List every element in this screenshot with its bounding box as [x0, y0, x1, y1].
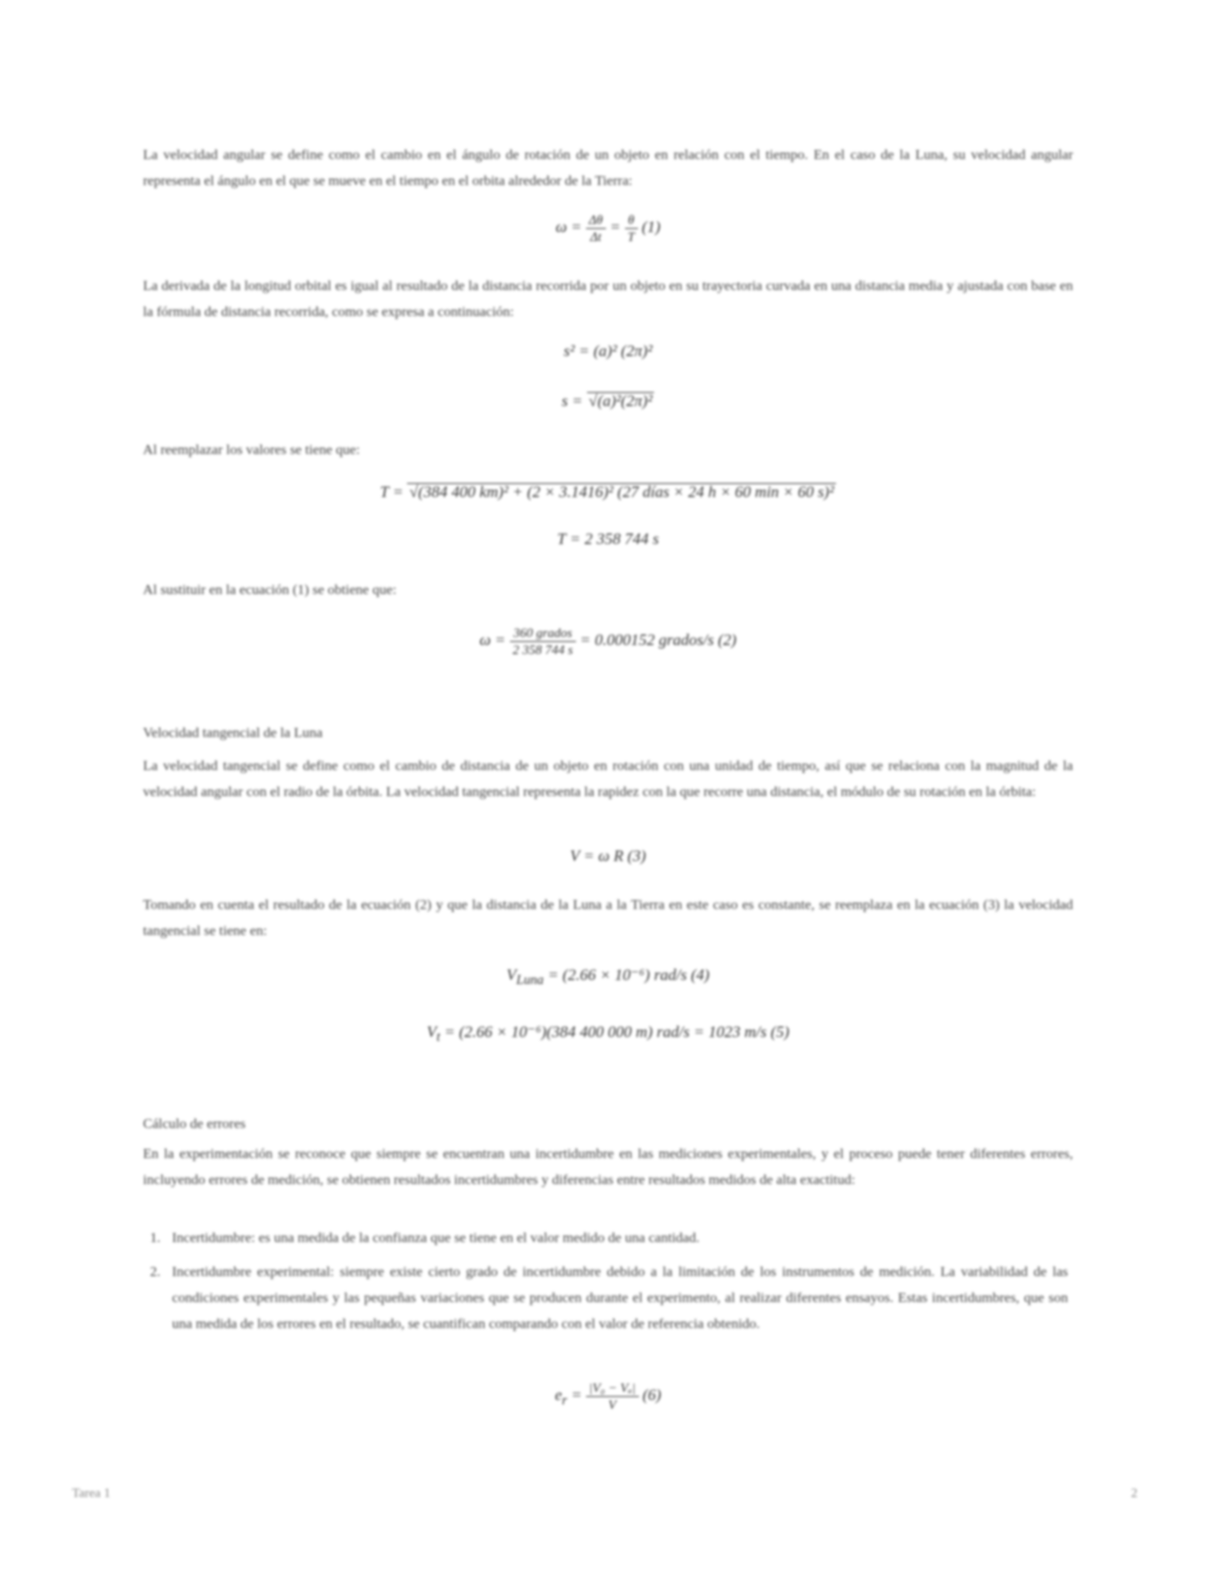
paragraph-distance-constant: Tomando en cuenta el resultado de la ecuación (2) y que la distancia de la Luna a la Tierra en este caso es constante, se reemplaza en la ecuación (3) la velocidad tangencial se tiene en: — [143, 898, 1073, 939]
eq1-num1: Δθ — [586, 212, 606, 229]
equation-s — [143, 393, 1073, 411]
eq6-tag: (2) — [717, 632, 737, 650]
equation-period — [143, 484, 1073, 502]
eq6-num: 360 grados — [510, 625, 576, 642]
equation-period-result: T = 2 358 744 s — [557, 531, 659, 548]
eq1-fraction-1 — [586, 212, 606, 245]
list-item-text: Incertidumbre experimental: siempre existe cierto grado de incertidumbre debido a la limitación de los instrumentos de medición. La variabilidad de las condiciones experimentales y las pequeñas variaciones que se producen durante el experimento, al realizar diferentes ensayos. Estas incertidumbres, que son una medida de los errores en el resultado, se cuantifican comparando con el valor de referencia obtenido. — [172, 1265, 1068, 1332]
equation-v-tangential-result — [143, 1022, 1073, 1045]
section-heading-errors: Cálculo de errores — [143, 1117, 246, 1132]
paragraph-replace-values: Al reemplazar los valores se tiene que: — [143, 443, 360, 458]
eq10-den: V — [608, 1397, 617, 1412]
eq8-tag: (4) — [690, 967, 710, 984]
eq10-sub: r — [561, 1392, 568, 1408]
eq6-fraction — [510, 625, 576, 658]
equation-angular-velocity — [143, 212, 1073, 245]
list-item-number: 1. — [150, 1231, 161, 1246]
eq9-unit2: m/s — [744, 1024, 767, 1041]
eq3-radical: √(a)²(2π)² — [588, 393, 653, 410]
eq9-sub: t — [436, 1029, 441, 1045]
list-item-number: 2. — [150, 1265, 161, 1280]
eq9-unit1: rad/s — [656, 1024, 690, 1041]
eq10-fraction — [586, 1380, 639, 1413]
eq8-rhs: = (2.66 × 10⁻⁶) rad/s — [547, 967, 687, 984]
eq3-lhs: s = — [561, 393, 587, 410]
list-item-text: Incertidumbre: es una medida de la confianza que se tiene en el valor medido de una cantidad. — [172, 1231, 700, 1246]
list-item — [150, 1260, 1068, 1338]
eq1-lhs: ω = — [555, 219, 582, 237]
eq6-rhs: = 0.000152 grados/s — [579, 632, 714, 650]
error-types-list — [150, 1226, 1068, 1346]
paragraph-substitute: Al sustituir en la ecuación (1) se obtiene que: — [143, 583, 397, 598]
equation-omega-result — [143, 625, 1073, 658]
equation-tangential: V = ω R (3) — [569, 848, 646, 865]
eq1-tag: (1) — [641, 219, 661, 237]
list-item — [150, 1226, 1068, 1252]
paragraph-tangential-velocity: La velocidad tangencial se define como el cambio de distancia de un objeto en rotación con una unidad de tiempo, así que se relaciona con la magnitud de la velocidad angular con el radio de la órbita. La velocidad tangencial representa la rapidez con la que recorre una distancia, el módulo de su rotación en la órbita: — [143, 759, 1073, 800]
eq10-tag: (6) — [642, 1387, 662, 1405]
eq1-mid: = — [609, 219, 621, 237]
eq9-mid: = (2.66 × 10⁻⁶)(384 400 000 m) — [444, 1024, 653, 1041]
equation-v-moon — [143, 965, 1073, 988]
eq1-den1: Δt — [590, 229, 602, 244]
paragraph-angular-velocity: La velocidad angular se define como el cambio en el ángulo de rotación de un objeto en relación con el tiempo. En el caso de la Luna, su velocidad angular representa el ángulo en el que se mueve en el tiempo en el orbita alrededor de la Tierra: — [143, 148, 1073, 189]
eq9-tag: (5) — [770, 1024, 790, 1041]
eq4-lhs: T = — [379, 484, 408, 501]
eq9-rhs: = 1023 — [693, 1024, 741, 1041]
section-heading-tangential: Velocidad tangencial de la Luna — [143, 726, 323, 741]
eq4-radical: √(384 400 km)² + (2 × 3.1416)² (27 días × 24 h × 60 min × 60 s)² — [409, 484, 835, 501]
paragraph-errors: En la experimentación se reconoce que siempre se encuentran una incertidumbre en las mediciones experimentales, y el proceso puede tener diferentes errores, incluyendo errores de medición, se obtienen resultados incertidumbres y diferencias entre resultados medidos de alta exactitud: — [143, 1147, 1073, 1188]
page-number: 2 — [1131, 1485, 1138, 1500]
eq9-lhs: V — [426, 1024, 437, 1041]
eq1-den2: T — [627, 229, 635, 244]
eq1-fraction-2 — [625, 212, 638, 245]
eq8-sub: Luna — [516, 972, 544, 988]
footer-left: Tarea 1 — [72, 1485, 111, 1500]
eq8-lhs: V — [506, 967, 517, 984]
eq6-den: 2 358 744 s — [512, 642, 573, 657]
eq10-lhs: e — [554, 1387, 562, 1405]
eq10-num: |V₀ − Vₐ| — [586, 1380, 639, 1397]
equation-s-squared: s² = (a)² (2π)² — [563, 343, 653, 360]
eq6-lhs: ω = — [479, 632, 506, 650]
equation-relative-error: $e_r$ = $\frac{\text{|V₀ − Vₐ|}}{V}$ (6) — [554, 1380, 662, 1412]
eq1-num2: θ — [625, 212, 638, 229]
paragraph-orbital-length: La derivada de la longitud orbital es igual al resultado de la distancia recorrida por un objeto en su trayectoria curvada en una distancia media y ajustada con base en la fórmula de distancia recorrida, como se expresa a continuación: — [143, 279, 1073, 320]
